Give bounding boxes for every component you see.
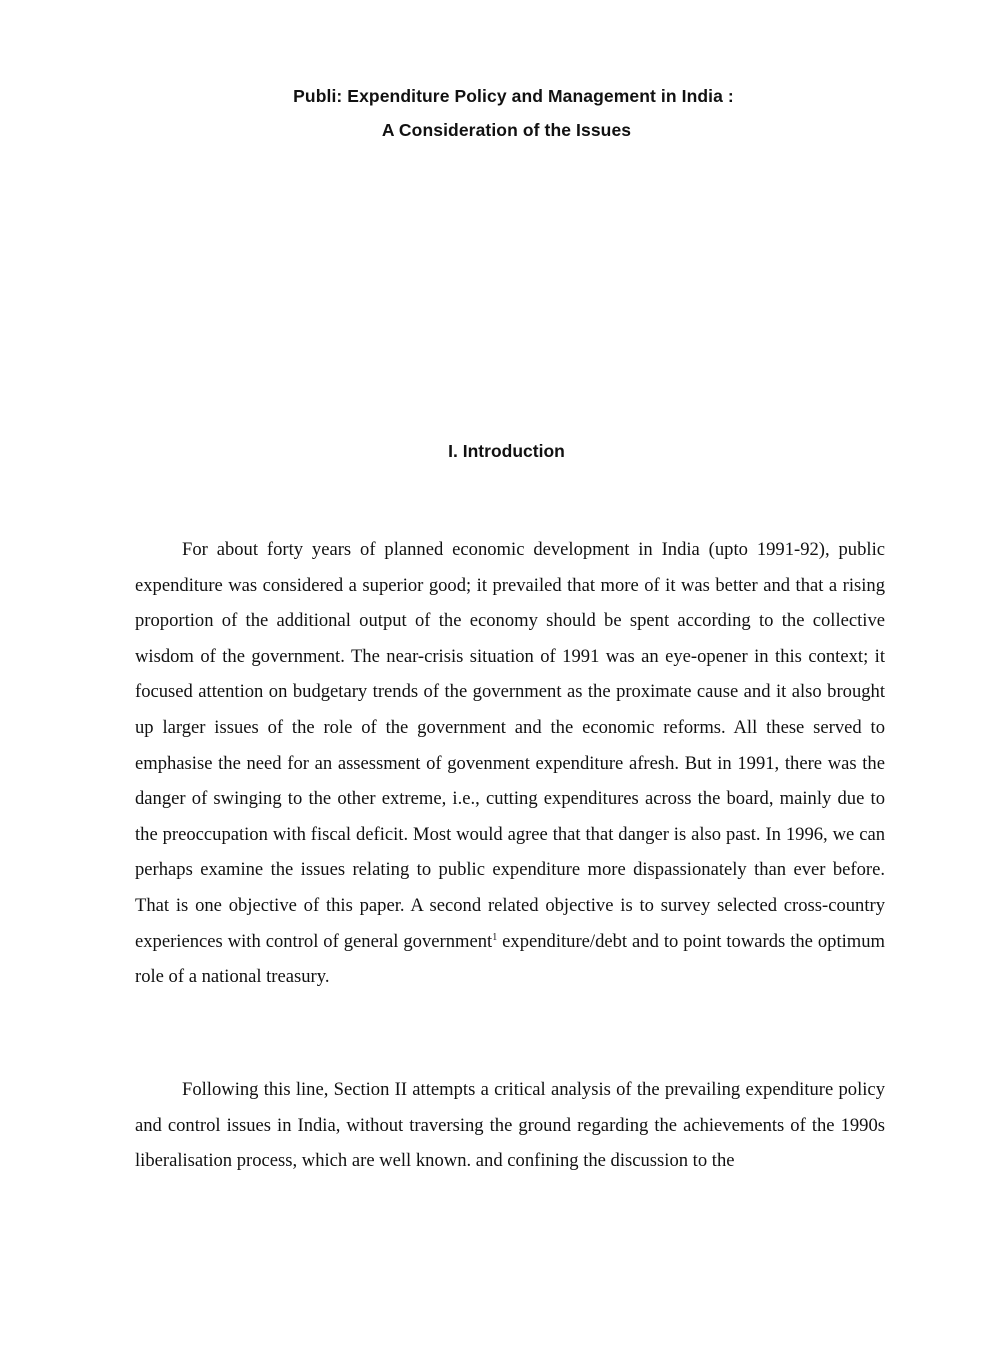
document-title-line-1: Publi: Expenditure Policy and Management in India : — [293, 86, 734, 106]
footnote-marker: 1 — [492, 931, 498, 943]
paragraph-1-text: For about forty years of planned economic development in India (upto 1991-92), public expenditure was considered a superior good; it prevailed that more of it was better and that a rising proportion of the additional output of the economy should be spent according to the collective wisdom of the government. The near-crisis situation of 1991 was an eye-opener in this context; it focused attention on budgetary trends of the government as the proximate cause and it also brought up larger issues of the role of the government and the economic reforms. All these served to emphasise the need for an assessment of govenment expenditure afresh. But in 1991, there was the danger of swinging to the other extreme, i.e., cutting expenditures across the board, mainly due to the preoccupation with fiscal deficit. Most would agree that that danger is also past. In 1996, we can perhaps examine the issues relating to public expenditure more dispassionately than ever before. That is one objective of this paper. A second related objective is to survey selected cross-country experiences with control of general government — [135, 539, 885, 952]
paragraph-1 — [135, 532, 885, 995]
document-title-line-2: A Consideration of the Issues — [381, 120, 632, 140]
paragraph-2: Following this line, Section II attempts a critical analysis of the prevailing expenditure policy and control issues in India, without traversing the ground regarding the achievements of the 1990s liberalisation process, which are well known. and confining the discussion to the — [135, 1079, 885, 1172]
paragraph-1-text-continued: expenditure/debt and to point towards the optimum role of a national treasury. — [135, 930, 886, 988]
section-heading-introduction: I. Introduction — [448, 441, 565, 461]
